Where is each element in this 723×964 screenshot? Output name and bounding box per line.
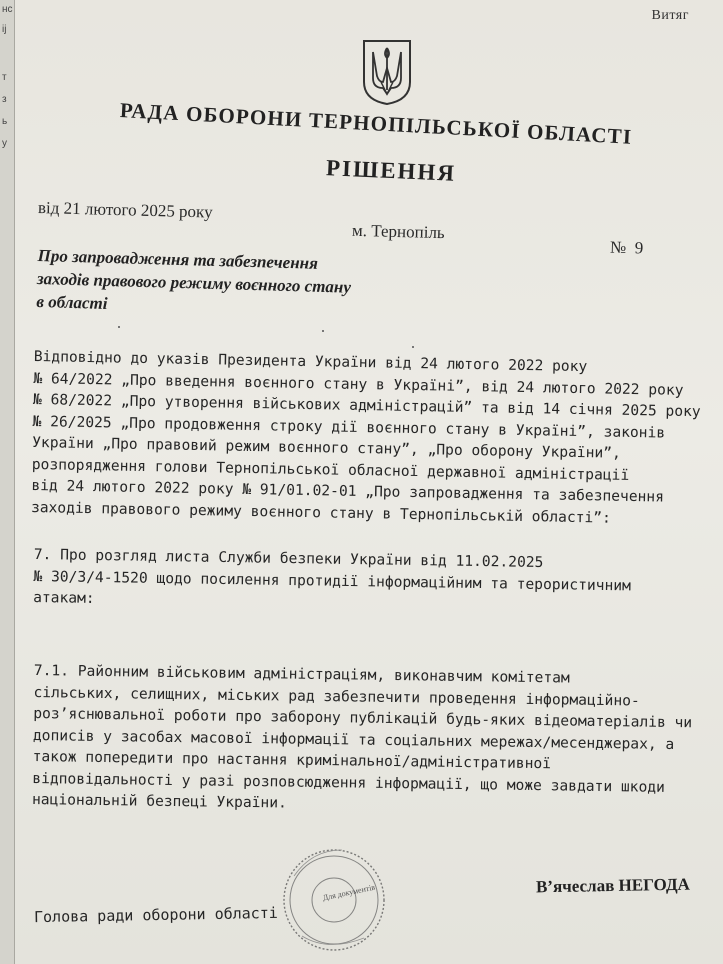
decision-date: від 21 лютого 2025 року: [37, 198, 213, 222]
scan-speck: [322, 330, 324, 332]
underpage-letter: т: [2, 72, 7, 83]
underpage-letter: ь: [2, 116, 8, 127]
scan-speck: [412, 346, 414, 348]
text-line: Відповідно до указів Президента України від 24 лютого 2022 року: [33, 347, 588, 376]
text-line: також попередити про настання кримінальної/адміністративної: [32, 747, 552, 773]
text-line: № 30/3/4-1520 щодо посилення протидії інформаційним та терористичним: [33, 567, 632, 594]
subject-line: Про запровадження та забезпечення: [37, 245, 319, 273]
text-line: розпорядження голови Тернопільської обласної державної адміністрації: [31, 455, 630, 484]
underpage-letter: нс: [2, 4, 13, 15]
coat-of-arms-shield: [361, 38, 413, 106]
scan-speck: [118, 326, 120, 328]
paragraph-item-7-1: [32, 660, 694, 820]
stamp-inner-text: Для документів: [321, 882, 376, 903]
trident-icon: [361, 38, 413, 106]
text-line: 7. Про розгляд листа Служби безпеки України від 11.02.2025: [33, 545, 544, 572]
extract-label: Витяг: [651, 8, 689, 23]
underpage-letter: з: [2, 94, 7, 105]
decision-heading: РІШЕННЯ: [325, 155, 457, 186]
text-line: атакам:: [33, 588, 95, 607]
decision-city: м. Тернопіль: [351, 220, 445, 243]
text-line: національній безпеці України.: [31, 790, 287, 812]
text-line: роз’яснювальної роботи про заборону публікацій будь-яких відеоматеріалів чи: [33, 704, 693, 732]
subject-line: в області: [36, 291, 108, 313]
signatory-title: Голова ради оборони області: [33, 903, 278, 927]
decision-subject: [36, 244, 458, 325]
council-title: РАДА ОБОРОНИ ТЕРНОПІЛЬСЬКОЇ ОБЛАСТІ: [119, 98, 633, 149]
decision-number: № 9: [609, 237, 644, 258]
text-line: № 64/2022 „Про введення воєнного стану в Україні”, від 24 лютого 2022 року: [33, 369, 684, 399]
underpage-letter: у: [2, 138, 7, 149]
underlying-page-edge: [0, 0, 15, 964]
text-line: дописів у засобах масової інформації та соціальних мережах/месенджерах, а: [32, 726, 675, 753]
paragraph-preamble: [30, 346, 701, 530]
text-line: від 24 лютого 2022 року № 91/01.02-01 „Про запровадження та забезпечення: [31, 476, 665, 506]
subject-line: заходів правового режиму воєнного стану: [36, 268, 352, 297]
text-line: сільських, селищних, міських рад забезпечити проведення інформаційно-: [33, 683, 640, 709]
text-line: № 26/2025 „Про продовження строку дії воєнного стану в Україні”, законів: [32, 412, 666, 442]
text-line: № 68/2022 „Про утворення військових адміністрацій” та від 14 січня 2025 року: [32, 390, 701, 421]
text-line: України „Про правовий режим воєнного стану”, „Про оборону України”,: [32, 433, 621, 462]
text-line: відповідальності у разі розповсюдження інформації, що може завдати шкоди: [32, 769, 666, 796]
underpage-letter: ij: [2, 24, 7, 35]
text-line: 7.1. Районним військовим адміністраціям, виконавчим комітетам: [33, 661, 570, 687]
text-line: заходів правового режиму воєнного стану в Тернопільській області”:: [30, 498, 611, 527]
paragraph-item-7: [33, 544, 694, 619]
signatory-name: В’ячеслав НЕГОДА: [535, 874, 691, 897]
